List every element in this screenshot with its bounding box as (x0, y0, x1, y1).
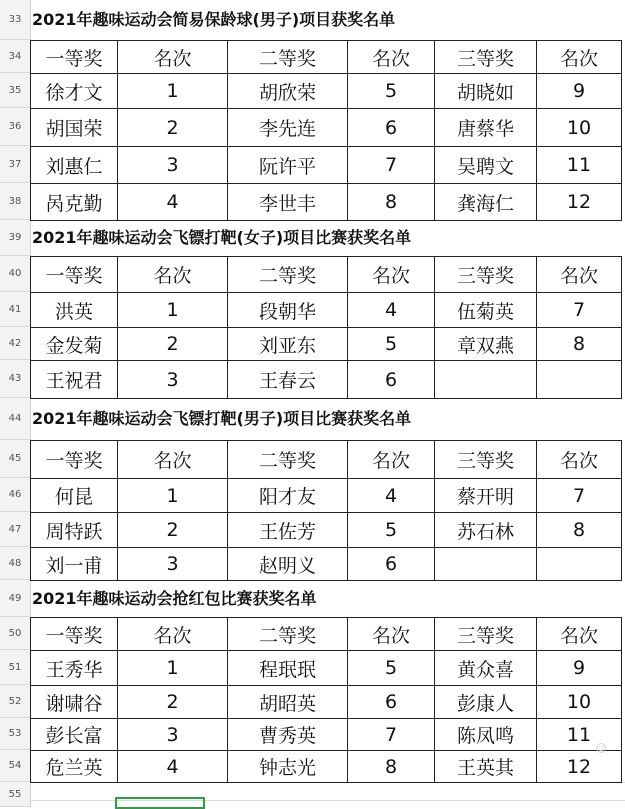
header-cell[interactable]: 名次 (348, 441, 435, 479)
winner-name-cell[interactable]: 钟志光 (228, 751, 348, 783)
table-row (31, 751, 622, 783)
header-cell[interactable]: 三等奖 (435, 41, 537, 74)
rank-cell[interactable]: 4 (348, 479, 435, 513)
rank-cell[interactable]: 2 (118, 109, 228, 147)
rank-cell[interactable]: 2 (118, 686, 228, 719)
table-header-row (31, 257, 622, 293)
winner-name-cell[interactable]: 程珉珉 (228, 651, 348, 686)
rank-cell[interactable]: 1 (118, 479, 228, 513)
winner-name-cell[interactable]: 刘惠仁 (31, 147, 118, 184)
row-number[interactable]: 39 (0, 220, 30, 256)
row-number[interactable]: 40 (0, 256, 30, 292)
header-cell[interactable]: 名次 (118, 41, 228, 74)
rank-cell[interactable]: 7 (537, 293, 622, 328)
header-cell[interactable]: 名次 (537, 441, 622, 479)
header-cell[interactable]: 名次 (348, 41, 435, 74)
rank-cell[interactable]: 3 (118, 548, 228, 581)
rank-cell[interactable] (537, 548, 622, 581)
row-number[interactable]: 54 (0, 750, 30, 782)
winner-name-cell[interactable]: 危兰英 (31, 751, 118, 783)
header-cell[interactable]: 名次 (118, 441, 228, 479)
row-number[interactable]: 46 (0, 478, 30, 512)
rank-cell[interactable]: 5 (348, 513, 435, 548)
row-number[interactable]: 37 (0, 146, 30, 183)
winner-name-cell[interactable]: 蔡开明 (435, 479, 537, 513)
winner-name-cell[interactable]: 彭长富 (31, 719, 118, 751)
rank-cell[interactable]: 2 (118, 513, 228, 548)
award-table (30, 256, 622, 399)
header-cell[interactable]: 名次 (537, 41, 622, 74)
rank-cell[interactable]: 12 (537, 751, 622, 783)
row-number[interactable]: 51 (0, 650, 30, 685)
row-number[interactable]: 47 (0, 512, 30, 547)
winner-name-cell[interactable]: 黄众喜 (435, 651, 537, 686)
winner-name-cell[interactable]: 唐蔡华 (435, 109, 537, 147)
table-row (31, 651, 622, 686)
winner-name-cell[interactable]: 李世丰 (228, 184, 348, 221)
header-cell[interactable]: 三等奖 (435, 257, 537, 293)
table-row (31, 293, 622, 328)
row-number[interactable]: 44 (0, 398, 30, 440)
table-row (31, 328, 622, 361)
table-row (31, 109, 622, 147)
header-cell[interactable]: 名次 (118, 618, 228, 651)
row-number[interactable]: 42 (0, 327, 30, 360)
winner-name-cell[interactable]: 呙克勤 (31, 184, 118, 221)
header-cell[interactable]: 三等奖 (435, 441, 537, 479)
header-cell[interactable]: 一等奖 (31, 618, 118, 651)
rank-cell[interactable]: 10 (537, 686, 622, 719)
row-number[interactable]: 45 (0, 440, 30, 478)
table-row (31, 147, 622, 184)
row-number[interactable]: 53 (0, 718, 30, 750)
award-table (30, 440, 622, 581)
winner-name-cell[interactable]: 龚海仁 (435, 184, 537, 221)
rank-cell[interactable] (537, 361, 622, 399)
rank-cell[interactable]: 8 (348, 184, 435, 221)
winner-name-cell[interactable]: 彭康人 (435, 686, 537, 719)
winner-name-cell[interactable]: 胡晓如 (435, 74, 537, 109)
row-number[interactable]: 34 (0, 40, 30, 73)
winner-name-cell[interactable]: 王佐芳 (228, 513, 348, 548)
header-cell[interactable]: 一等奖 (31, 257, 118, 293)
row-number[interactable]: 48 (0, 547, 30, 580)
table-row (31, 719, 622, 751)
row-number[interactable]: 52 (0, 685, 30, 718)
table-row (31, 513, 622, 548)
section-title: 2021年趣味运动会飞镖打靶(女子)项目比赛获奖名单 (32, 228, 412, 247)
winner-name-cell[interactable]: 阳才友 (228, 479, 348, 513)
winner-name-cell[interactable]: 阮许平 (228, 147, 348, 184)
winner-name-cell[interactable]: 苏石林 (435, 513, 537, 548)
row-number[interactable]: 33 (0, 0, 30, 40)
rank-cell[interactable]: 11 (537, 719, 622, 751)
rank-cell[interactable]: 3 (118, 147, 228, 184)
rank-cell[interactable]: 9 (537, 651, 622, 686)
row-number-column (0, 0, 31, 807)
header-cell[interactable]: 二等奖 (228, 441, 348, 479)
winner-name-cell[interactable]: 洪英 (31, 293, 118, 328)
winner-name-cell[interactable]: 何昆 (31, 479, 118, 513)
award-table (30, 40, 622, 221)
rank-cell[interactable]: 4 (348, 293, 435, 328)
winner-name-cell[interactable]: 李先连 (228, 109, 348, 147)
row-number[interactable]: 50 (0, 617, 30, 650)
rank-cell[interactable]: 7 (537, 479, 622, 513)
rank-cell[interactable]: 3 (118, 719, 228, 751)
header-cell[interactable]: 二等奖 (228, 41, 348, 74)
winner-name-cell[interactable]: 赵明义 (228, 548, 348, 581)
row-number[interactable]: 35 (0, 73, 30, 108)
award-table (30, 617, 622, 783)
winner-name-cell[interactable]: 王春云 (228, 361, 348, 399)
row-number[interactable]: 41 (0, 292, 30, 327)
row-number[interactable]: 36 (0, 108, 30, 146)
table-header-row (31, 41, 622, 74)
header-cell[interactable]: 名次 (348, 618, 435, 651)
table-row (31, 548, 622, 581)
row-number[interactable]: 55 (0, 782, 30, 807)
rank-cell[interactable]: 7 (348, 719, 435, 751)
winner-name-cell[interactable]: 王祝君 (31, 361, 118, 399)
header-cell[interactable]: 名次 (118, 257, 228, 293)
winner-name-cell[interactable]: 王英其 (435, 751, 537, 783)
winner-name-cell[interactable]: 曹秀英 (228, 719, 348, 751)
rank-cell[interactable]: 11 (537, 147, 622, 184)
watermark: ☺ (595, 742, 607, 755)
rank-cell[interactable]: 5 (348, 328, 435, 361)
winner-name-cell[interactable] (435, 361, 537, 399)
rank-cell[interactable]: 10 (537, 109, 622, 147)
winner-name-cell[interactable]: 刘亚东 (228, 328, 348, 361)
winner-name-cell[interactable]: 吴聘文 (435, 147, 537, 184)
rank-cell[interactable]: 1 (118, 293, 228, 328)
winner-name-cell[interactable]: 段朝华 (228, 293, 348, 328)
rank-cell[interactable]: 6 (348, 109, 435, 147)
section-title: 2021年趣味运动会简易保龄球(男子)项目获奖名单 (32, 10, 396, 29)
rank-cell[interactable]: 4 (118, 184, 228, 221)
rank-cell[interactable]: 4 (118, 751, 228, 783)
rank-cell[interactable]: 9 (537, 74, 622, 109)
rank-cell[interactable]: 2 (118, 328, 228, 361)
header-cell[interactable]: 三等奖 (435, 618, 537, 651)
header-cell[interactable]: 名次 (348, 257, 435, 293)
winner-name-cell[interactable]: 陈凤鸣 (435, 719, 537, 751)
row-number[interactable]: 49 (0, 580, 30, 617)
winner-name-cell[interactable]: 胡国荣 (31, 109, 118, 147)
section-title: 2021年趣味运动会飞镖打靶(男子)项目比赛获奖名单 (32, 409, 412, 428)
header-cell[interactable]: 一等奖 (31, 441, 118, 479)
rank-cell[interactable]: 1 (118, 74, 228, 109)
winner-name-cell[interactable]: 周特跃 (31, 513, 118, 548)
winner-name-cell[interactable]: 刘一甫 (31, 548, 118, 581)
section-title: 2021年趣味运动会抢红包比赛获奖名单 (32, 589, 317, 608)
winner-name-cell[interactable]: 徐才文 (31, 74, 118, 109)
rank-cell[interactable]: 3 (118, 361, 228, 399)
rank-cell[interactable]: 6 (348, 548, 435, 581)
winner-name-cell[interactable]: 伍菊英 (435, 293, 537, 328)
rank-cell[interactable]: 6 (348, 686, 435, 719)
table-header-row (31, 618, 622, 651)
rank-cell[interactable]: 8 (537, 513, 622, 548)
selected-cell[interactable] (115, 797, 205, 809)
winner-name-cell[interactable]: 胡欣荣 (228, 74, 348, 109)
rank-cell[interactable]: 12 (537, 184, 622, 221)
rank-cell[interactable]: 8 (348, 751, 435, 783)
table-row (31, 361, 622, 399)
row-number[interactable]: 38 (0, 183, 30, 220)
rank-cell[interactable]: 5 (348, 651, 435, 686)
table-row (31, 184, 622, 221)
rank-cell[interactable]: 7 (348, 147, 435, 184)
winner-name-cell[interactable] (435, 548, 537, 581)
rank-cell[interactable]: 1 (118, 651, 228, 686)
winner-name-cell[interactable]: 王秀华 (31, 651, 118, 686)
winner-name-cell[interactable]: 胡昭英 (228, 686, 348, 719)
header-cell[interactable]: 二等奖 (228, 618, 348, 651)
rank-cell[interactable]: 5 (348, 74, 435, 109)
table-row (31, 74, 622, 109)
winner-name-cell[interactable]: 金发菊 (31, 328, 118, 361)
table-row (31, 479, 622, 513)
winner-name-cell[interactable]: 章双燕 (435, 328, 537, 361)
table-row (31, 686, 622, 719)
row-number[interactable]: 43 (0, 360, 30, 398)
table-header-row (31, 441, 622, 479)
rank-cell[interactable]: 6 (348, 361, 435, 399)
header-cell[interactable]: 名次 (537, 257, 622, 293)
header-cell[interactable]: 名次 (537, 618, 622, 651)
header-cell[interactable]: 二等奖 (228, 257, 348, 293)
header-cell[interactable]: 一等奖 (31, 41, 118, 74)
rank-cell[interactable]: 8 (537, 328, 622, 361)
winner-name-cell[interactable]: 谢啸谷 (31, 686, 118, 719)
